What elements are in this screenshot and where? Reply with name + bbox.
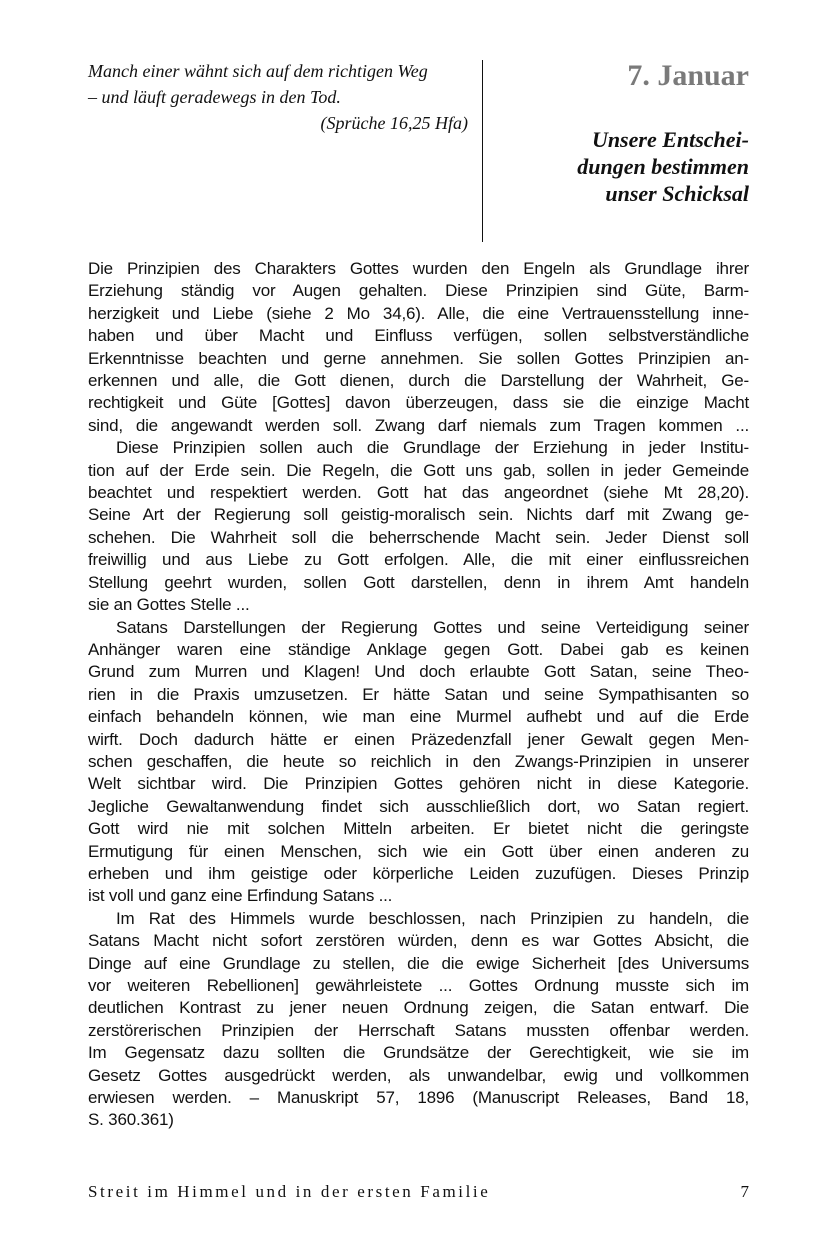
page-number: 7 — [740, 1182, 749, 1201]
body-line: freiwillig und aus Liebe zu Gott erfolgen. Alle, die mit einer einflussreichen — [88, 550, 749, 570]
theme-line: dungen bestimmen — [577, 154, 749, 179]
theme-line: Unsere Entschei- — [591, 127, 749, 152]
body-line: erheben und ihm geistige oder körperliche Leiden zuzufügen. Dieses Prinzip — [88, 863, 749, 883]
quote-line: Manch einer wähnt sich auf dem richtigen Weg — [88, 61, 428, 81]
body-line: Diese Prinzipien sollen auch die Grundlage der Erziehung in jeder Institu- — [116, 438, 749, 458]
body-text — [88, 258, 749, 1132]
body-line: S. 360.361) — [88, 1110, 174, 1130]
body-line: deutlichen Kontrast zu jener neuen Ordnung zeigen, die Satan entwarf. Die — [88, 998, 749, 1018]
body-line: haben und über Macht und Einfluss verfügen, sollen selbstverständliche — [88, 326, 749, 346]
body-line: erwiesen werden. – Manuskript 57, 1896 (Manuscript Releases, Band 18, — [88, 1088, 749, 1108]
body-line: tion auf der Erde sein. Die Regeln, die Gott uns gab, sollen in jeder Gemeinde — [88, 460, 749, 480]
body-line: zerstörerischen Prinzipien der Herrschaft Satans mussten offenbar werden. — [88, 1020, 749, 1040]
body-line: ist voll und ganz eine Erfindung Satans ... — [88, 886, 393, 906]
body-line: Gesetz Gottes ausgedrückt werden, als unwandelbar, ewig und vollkommen — [88, 1065, 749, 1085]
body-line: herzigkeit und Liebe (siehe 2 Mo 34,6). Alle, die eine Vertrauensstellung inne- — [88, 303, 749, 323]
body-line: Grund zum Murren und Klagen! Und doch erlaubte Gott Satan, seine Theo- — [88, 662, 749, 682]
body-line: vor weiteren Rebellionen] gewährleistete ... Gottes Ordnung musste sich im — [88, 976, 749, 995]
body-line: Stellung geehrt wurden, sollen Gott darstellen, denn in ihrem Amt handeln — [88, 572, 749, 592]
quote-reference: (Sprüche 16,25 Hfa) — [320, 113, 468, 133]
body-line: Welt sichtbar wird. Die Prinzipien Gottes gehören nicht in diese Kategorie. — [88, 774, 749, 794]
body-line: sie an Gottes Stelle ... — [88, 595, 250, 615]
body-line: Im Rat des Himmels wurde beschlossen, nach Prinzipien zu handeln, die — [116, 908, 749, 928]
book-title: Streit im Himmel und in der ersten Familie — [88, 1182, 491, 1201]
body-line: Seine Art der Regierung soll geistig-moralisch sein. Nichts darf mit Zwang ge- — [88, 505, 749, 525]
body-line: Dinge auf eine Grundlage zu stellen, die die ewige Sicherheit [des Universums — [88, 953, 749, 973]
body-line: wirft. Doch dadurch hätte er einen Präzedenzfall jener Gewalt gegen Men- — [88, 729, 749, 749]
body-line: erkennen und alle, die Gott dienen, durch die Darstellung der Wahrheit, Ge- — [88, 371, 749, 391]
page-date: 7. Januar — [627, 59, 749, 92]
body-line: Im Gegensatz dazu sollten die Grundsätze der Gerechtigkeit, wie sie im — [88, 1043, 749, 1063]
body-line: rien in die Praxis umzusetzen. Er hätte Satan und seine Sympathisanten so — [88, 684, 749, 704]
body-line: Ermutigung für einen Menschen, sich wie ein Gott über einen anderen zu — [88, 841, 749, 861]
body-line: Gott wird nie mit solchen Mitteln arbeiten. Er bietet nicht die geringste — [88, 819, 749, 839]
body-line: einfach behandeln können, wie man eine Murmel aufhebt und auf die Erde — [88, 707, 749, 727]
body-line: beachtet und respektiert werden. Gott hat das angeordnet (siehe Mt 28,20). — [88, 483, 749, 503]
body-line: Satans Darstellungen der Regierung Gottes und seine Verteidigung seiner — [116, 617, 749, 637]
body-line: Satans Macht nicht sofort zerstören würden, denn es war Gottes Absicht, die — [88, 931, 749, 951]
devotional-theme — [499, 126, 749, 207]
epigraph-quote — [88, 58, 468, 136]
body-line: Jegliche Gewaltanwendung findet sich ausschließlich dort, wo Satan regiert. — [88, 796, 749, 816]
body-line: rechtigkeit und Güte [Gottes] davon überzeugen, dass sie die einzige Macht — [88, 393, 749, 413]
body-line: schehen. Die Wahrheit soll die beherrschende Macht sein. Jeder Dienst soll — [88, 527, 749, 547]
body-line: Die Prinzipien des Charakters Gottes wurden den Engeln als Grundlage ihrer — [88, 259, 749, 278]
body-line: Anhänger waren eine ständige Anklage gegen Gott. Dabei gab es keinen — [88, 639, 749, 659]
body-line: schen geschaffen, die heute so reichlich in den Zwangs-Prinzipien in unserer — [88, 751, 749, 771]
theme-line: unser Schicksal — [605, 181, 749, 206]
vertical-divider — [482, 60, 483, 242]
page-footer — [88, 1182, 749, 1202]
body-line: Erkenntnisse beachten und gerne annehmen. Sie sollen Gottes Prinzipien an- — [88, 348, 749, 368]
body-line: sind, die angewandt werden soll. Zwang darf niemals zum Tragen kommen ... — [88, 415, 749, 435]
quote-line: – und läuft geradewegs in den Tod. — [88, 87, 341, 107]
body-line: Erziehung ständig vor Augen gehalten. Diese Prinzipien sind Güte, Barm- — [88, 281, 749, 301]
